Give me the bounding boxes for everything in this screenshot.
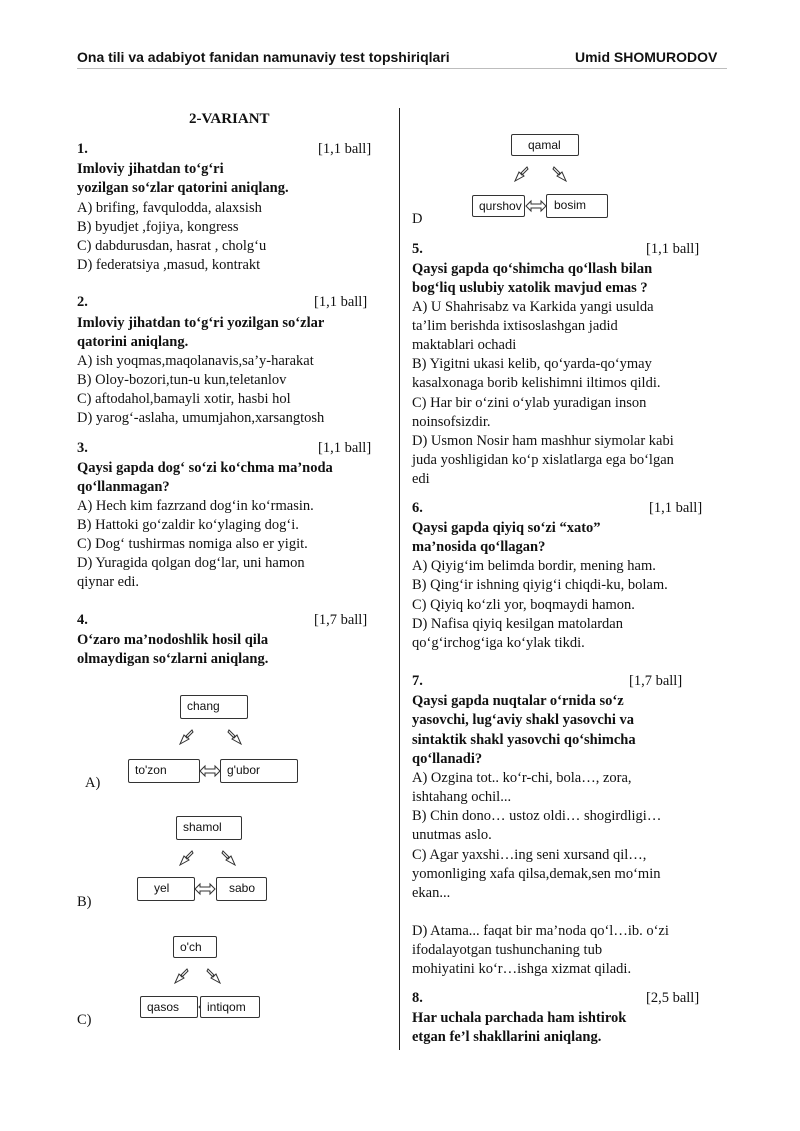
down-right-arrow-icon (549, 164, 571, 186)
question-prompt: sintaktik shakl yasovchi qo‘shimcha (412, 732, 636, 748)
question-prompt: Qaysi gapda dog‘ so‘zi ko‘chma ma’noda (77, 460, 333, 476)
question-prompt: O‘zaro ma’nodoshlik hosil qila (77, 632, 269, 648)
question-prompt: bog‘liq uslubiy xatolik mavjud emas ? (412, 280, 648, 296)
option-label: C) (77, 1012, 92, 1028)
option-a: A) U Shahrisabz va Karkida yangi usulda (412, 299, 654, 315)
question-number: 8. (412, 990, 423, 1006)
question-prompt: Imloviy jihatdan to‘g‘ri yozilgan so‘zlar (77, 315, 325, 331)
option-b: B) Yigitni ukasi kelib, qo‘yarda-qo‘ymay (412, 356, 652, 372)
option-a: A) ish yoqmas,maqolanavis,sa’y-harakat (77, 353, 314, 369)
diagram-left-word: qurshov (472, 195, 525, 217)
option-b-continued: kasalxonaga borib kelishimni iltimos qildi. (412, 375, 661, 391)
option-d: D) Yuragida qolgan dog‘lar, uni hamon (77, 555, 305, 571)
diagram-left-word: to'zon (128, 759, 200, 783)
question-points: [1,1 ball] (649, 500, 703, 516)
option-c-continued: noinsofsizdir. (412, 414, 491, 430)
option-c-continued: ekan... (412, 885, 451, 901)
diagram-left-word: qasos (140, 996, 198, 1018)
option-label: A) (85, 775, 101, 791)
question-number: 2. (77, 294, 88, 310)
option-c: C) Har bir o‘zini o‘ylab yuradigan inson (412, 395, 647, 411)
question-prompt: Qaysi gapda nuqtalar o‘rnida so‘z (412, 693, 624, 709)
option-d-continued: mohiyatini ko‘r…ishga xizmat qiladi. (412, 961, 632, 977)
diagram-right-word: g'ubor (220, 759, 298, 783)
question-prompt: olmaydigan so‘zlarni aniqlang. (77, 651, 269, 667)
down-left-arrow-icon (175, 848, 197, 870)
question-points: [1,1 ball] (318, 141, 372, 157)
down-right-arrow-icon (203, 966, 225, 988)
option-d: D) yarog‘-aslaha, umumjahon,xarsangtosh (77, 410, 325, 426)
header-divider (77, 68, 727, 69)
header-title: Ona tili va adabiyot fanidan namunaviy test topshiriqlari (77, 49, 450, 65)
down-left-arrow-icon (170, 966, 192, 988)
question-points: [1,7 ball] (314, 612, 368, 628)
option-b: B) Chin dono… ustoz oldi… shogirdligi… (412, 808, 662, 824)
header-author: Umid SHOMURODOV (575, 49, 718, 65)
option-d-continued: ifodalayotgan tushunchaning tub (412, 942, 603, 958)
down-right-arrow-icon (224, 727, 246, 749)
down-left-arrow-icon (510, 164, 532, 186)
question-points: [1,1 ball] (646, 241, 700, 257)
option-d: D) federatsiya ,masud, kontrakt (77, 257, 261, 273)
option-a: A) Hech kim fazrzand dog‘in ko‘rmasin. (77, 498, 314, 514)
column-divider (399, 108, 400, 1050)
diagram-top-word: qamal (511, 134, 579, 156)
option-c: C) Dog‘ tushirmas nomiga also er yigit. (77, 536, 308, 552)
question-prompt: yasovchi, lug‘aviy shakl yasovchi va (412, 712, 634, 728)
question-number: 7. (412, 673, 423, 689)
variant-title: 2-VARIANT (189, 111, 270, 127)
question-prompt: ma’nosida qo‘llagan? (412, 539, 546, 555)
diagram-top-word: chang (180, 695, 248, 719)
option-a: A) Qiyig‘im belimda bordir, mening ham. (412, 558, 656, 574)
option-a: A) brifing, favqulodda, alaxsish (77, 200, 262, 216)
option-b: B) Qing‘ir ishning qiyig‘i chiqdi-ku, bolam. (412, 577, 668, 593)
double-arrow-icon (194, 881, 216, 897)
option-c: C) aftodahol,bamayli xotir, hasbi hol (77, 391, 291, 407)
option-d-continued: juda yoshligidan ko‘p xislatlarga ega bo‘lgan (412, 452, 674, 468)
question-points: [1,7 ball] (629, 673, 683, 689)
question-number: 5. (412, 241, 423, 257)
option-label: B) (77, 894, 92, 910)
option-b-continued: unutmas aslo. (412, 827, 492, 843)
down-left-arrow-icon (175, 727, 197, 749)
question-number: 4. (77, 612, 88, 628)
option-b: B) byudjet ,fojiya, kongress (77, 219, 239, 235)
question-points: [2,5 ball] (646, 990, 700, 1006)
double-arrow-icon (525, 198, 547, 214)
diagram-top-word: shamol (176, 816, 242, 840)
option-d-continued: qiynar edi. (77, 574, 140, 590)
question-prompt: yozilgan so‘zlar qatorini aniqlang. (77, 180, 289, 196)
diagram-top-word: o'ch (173, 936, 217, 958)
option-c-continued: yomonliging xafa qilsa,demak,sen mo‘min (412, 866, 661, 882)
option-d-continued: edi (412, 471, 430, 487)
option-d: D) Usmon Nosir ham mashhur siymolar kabi (412, 433, 674, 449)
option-a: A) Ozgina tot.. ko‘r-chi, bola…, zora, (412, 770, 632, 786)
diagram-right-word: sabo (216, 877, 267, 901)
option-c: C) Qiyiq ko‘zli yor, boqmaydi hamon. (412, 597, 635, 613)
option-a-continued: ishtahang ochil... (412, 789, 512, 805)
question-number: 3. (77, 440, 88, 456)
question-points: [1,1 ball] (314, 294, 368, 310)
diagram-right-word: bosim (546, 194, 608, 218)
option-c: C) Agar yaxshi…ing seni xursand qil…, (412, 847, 647, 863)
question-number: 6. (412, 500, 423, 516)
question-prompt: qo‘llanadi? (412, 751, 483, 767)
question-prompt: Imloviy jihatdan to‘g‘ri (77, 161, 224, 177)
diagram-left-word: yel (137, 877, 195, 901)
option-a-continued: ta’lim berishda ixtisoslashgan jadid (412, 318, 618, 334)
question-prompt: Qaysi gapda qiyiq so‘zi “xato” (412, 520, 601, 536)
double-arrow-icon (199, 763, 221, 779)
down-right-arrow-icon (218, 848, 240, 870)
option-a-continued: maktablari ochadi (412, 337, 517, 353)
question-prompt: etgan fe’l shakllarini aniqlang. (412, 1029, 602, 1045)
question-prompt: qatorini aniqlang. (77, 334, 189, 350)
question-number: 1. (77, 141, 88, 157)
option-d-continued: qo‘g‘irchog‘iga ko‘ylak tikdi. (412, 635, 585, 651)
question-points: [1,1 ball] (318, 440, 372, 456)
option-b: B) Oloy-bozori,tun-u kun,teletanlov (77, 372, 287, 388)
option-b: B) Hattoki go‘zaldir ko‘ylaging dog‘i. (77, 517, 299, 533)
question-prompt: qo‘llanmagan? (77, 479, 170, 495)
diagram-right-word: intiqom (200, 996, 260, 1018)
option-d: D) Atama... faqat bir ma’noda qo‘l…ib. o‘zi (412, 923, 669, 939)
option-d: D) Nafisa qiyiq kesilgan matolardan (412, 616, 623, 632)
question-prompt: Har uchala parchada ham ishtirok (412, 1010, 627, 1026)
option-c: C) dabdurusdan, hasrat , cholg‘u (77, 238, 267, 254)
option-label: D (412, 211, 423, 227)
question-prompt: Qaysi gapda qo‘shimcha qo‘llash bilan (412, 261, 653, 277)
